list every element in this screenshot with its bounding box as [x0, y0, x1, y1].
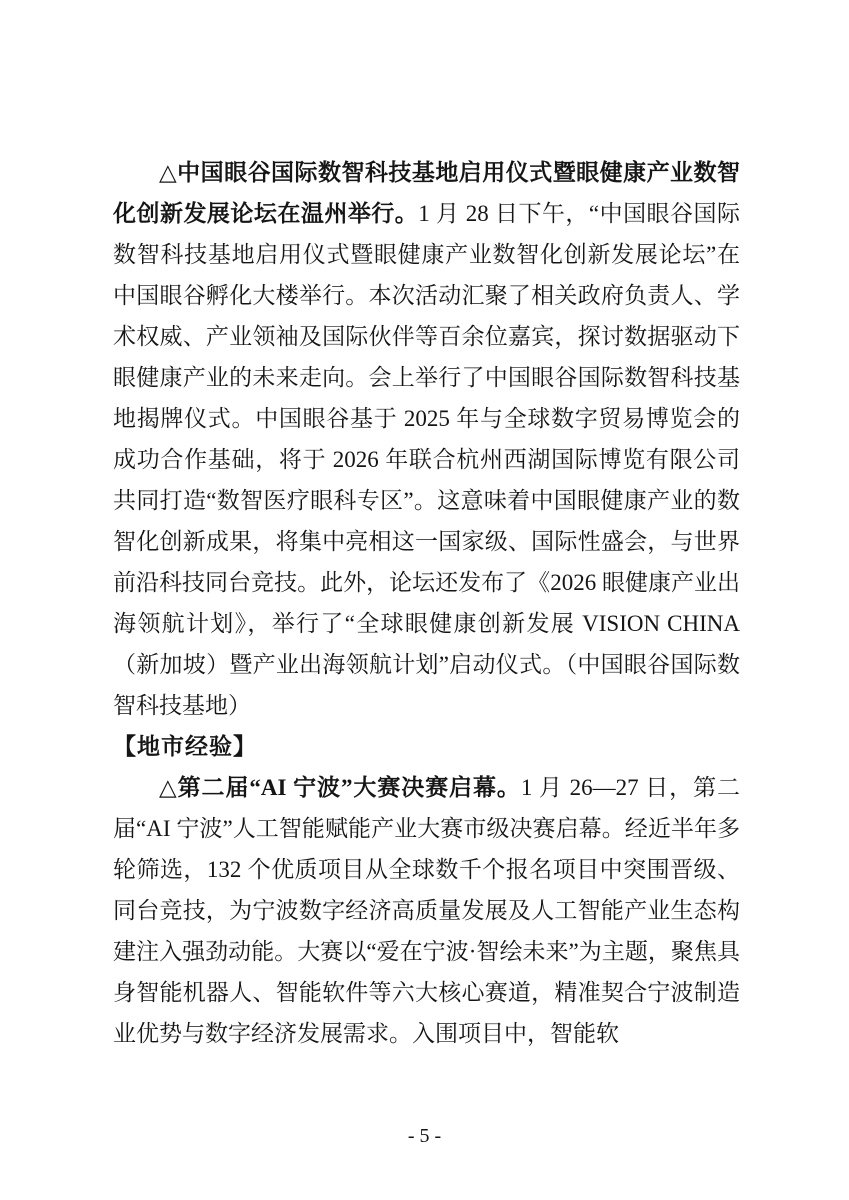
news-item-2	[113, 767, 740, 1054]
page-number: - 5 -	[407, 1125, 442, 1147]
section-header-local-experience: 【地市经验】	[113, 733, 257, 759]
news-item-2-body: 1 月 26—27 日，第二届“AI 宁波”人工智能赋能产业大赛市级决赛启幕。经近半年多轮筛选，132 个优质项目从全球数千个报名项目中突围晋级、同台竞技，为宁波数字经济高质量发展及人工智能产业生态构建注入强劲动能。大赛以“爱在宁波·智绘未来”为主题，聚焦具身智能机器人、智能软件等六大核心赛道，精准契合宁波制造业优势与数字经济发展需求。入围项目中，智能软	[113, 775, 741, 1046]
news-item-1-title: △中国眼谷国际数智科技基地启用仪式暨眼健康产业数智化创新发展论坛在温州举行。	[113, 160, 740, 226]
news-item-2-title: △第二届“AI 宁波”大赛决赛启幕。	[159, 775, 521, 800]
document-content	[113, 152, 740, 1054]
news-item-1	[113, 152, 740, 726]
news-item-1-body: 1 月 28 日下午，“中国眼谷国际数智科技基地启用仪式暨眼健康产业数智化创新发展论坛”在中国眼谷孵化大楼举行。本次活动汇聚了相关政府负责人、学术权威、产业领袖及国际伙伴等百余位嘉宾，探讨数据驱动下眼健康产业的未来走向。会上举行了中国眼谷国际数智科技基地揭牌仪式。中国眼谷基于 2025 年与全球数字贸易博览会的成功合作基础，将于 2026 年联合杭州西湖国际博览有限公司共同打造“数智医疗眼科专区”。这意味着中国眼健康产业的数智化创新成果，将集中亮相这一国家级、国际性盛会，与世界前沿科技同台竞技。此外，论坛还发布了《2026 眼健康产业出海领航计划》，举行了“全球眼健康创新发展 VISION CHINA（新加坡）暨产业出海领航计划”启动仪式。（中国眼谷国际数智科技基地）	[113, 201, 740, 718]
